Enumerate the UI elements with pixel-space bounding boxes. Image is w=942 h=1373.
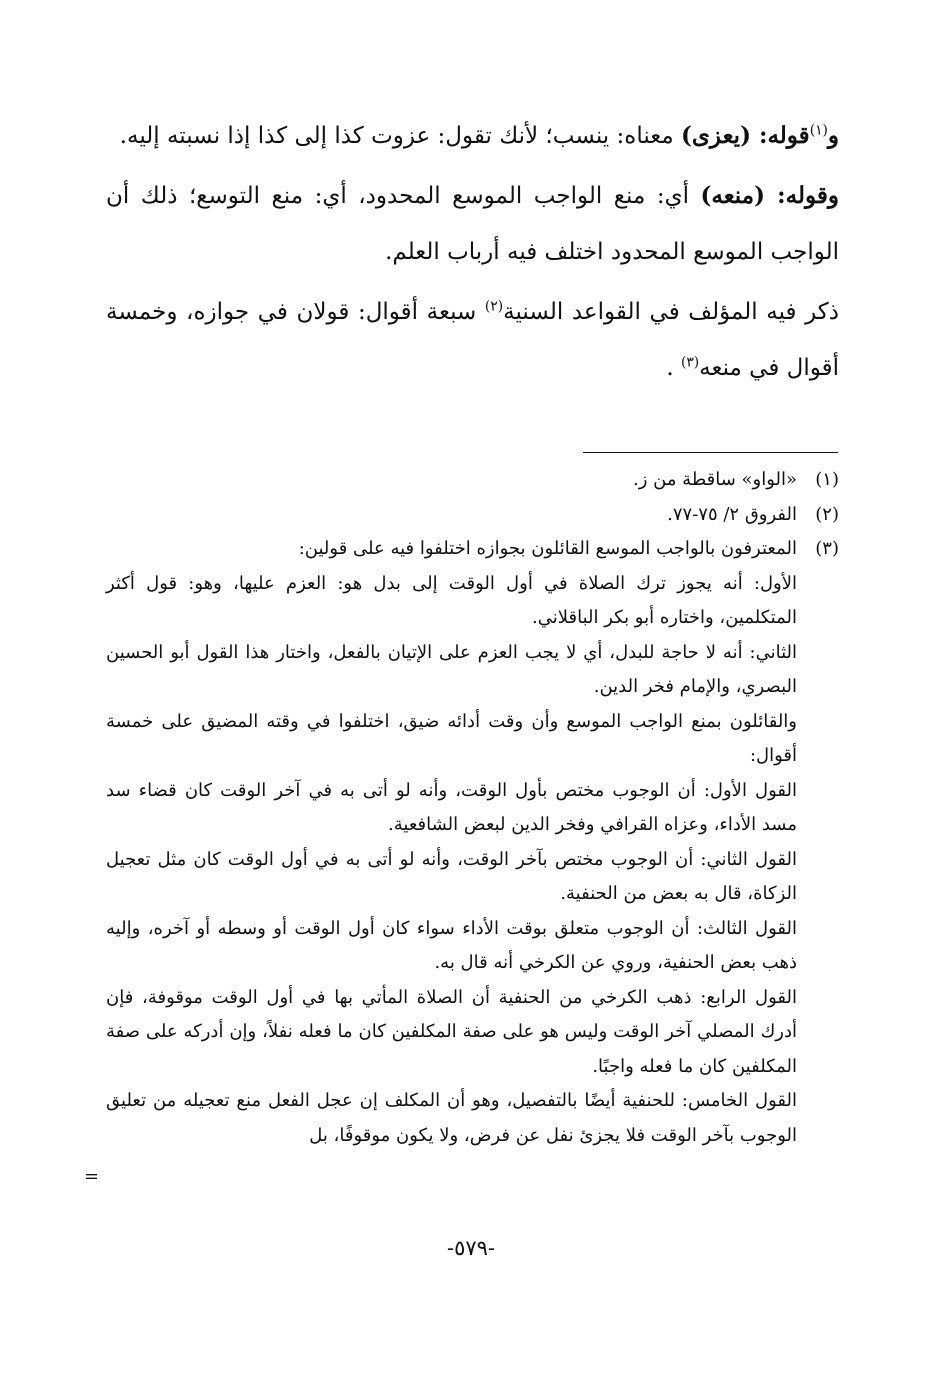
continuation-mark: =: [84, 1166, 100, 1187]
footnote-text: الثاني: أنه لا حاجة للبدل، أي لا يجب العزم على الإتيان بالفعل، واختار هذا القول أبو الحسين البصري، والإمام فخر الدين.: [106, 641, 797, 697]
footnote-text: الفروق ٢/ ٧٥-٧٧.: [667, 503, 797, 525]
paragraph-text: ذكر فيه المؤلف في القواعد السنية: [503, 299, 839, 325]
footnote-ref-1: (١): [809, 122, 828, 139]
paragraph-prefix: و: [827, 122, 839, 149]
paragraph-lead: قوله:: [750, 122, 810, 149]
paragraph-text: سبعة أقوال: قولان في جوازه، وخمسة أقوال في منعه: [106, 299, 839, 381]
footnote-text: القول الثالث: أن الوجوب متعلق بوقت الأداء سواء كان أول الوقت أو وسطه أو آخره، وإليه ذهب بعض الحنفية، وروي عن الكرخي أنه قال به.: [106, 917, 797, 973]
quoted-term: (يعزى): [681, 122, 751, 149]
footnote-text: «الواو» ساقطة من ز.: [632, 469, 797, 490]
footnote-2: [106, 498, 839, 533]
footnote-text: القول الرابع: ذهب الكرخي من الحنفية أن الصلاة المأتي بها في أول الوقت موقوفة، فإن أدرك المصلي آخر الوقت وليس هو على صفة المكلفين كان ما فعله نفلاً، وإن أدركه على صفة المكلفين كان ما فعله واجبًا.: [106, 986, 797, 1077]
page-number: -٥٧٩-: [446, 1236, 496, 1260]
paragraph-1: [106, 108, 839, 164]
paragraph-lead: وقوله:: [764, 182, 839, 209]
footnote-text: القول الثاني: أن الوجوب مختص بآخر الوقت، وأنه لو أتى به في أول الوقت كان مثل تعجيل الزكاة، قال به بعض من الحنفية.: [106, 848, 797, 904]
footnote-text: المعترفون بالواجب الموسع القائلون بجوازه اختلفوا فيه على قولين:: [298, 538, 797, 559]
paragraph-3: [106, 284, 839, 396]
footnote-1: [106, 463, 839, 498]
footnote-body: [106, 498, 797, 533]
paragraph-text: أي: منع الواجب الموسع المحدود، أي: منع التوسع؛ ذلك أن الواجب الموسع المحدود اختلف فيه أرباب العلم.: [106, 183, 839, 265]
footnote-number: (٢): [815, 503, 839, 525]
footnote-ref-2: (٢): [484, 298, 504, 315]
footnote-text: القول الخامس: للحنفية أيضًا بالتفصيل، وهو أن المكلف إن عجل الفعل منع تعجيله من تعليق الوجوب بآخر الوقت فلا يجزئ نفل عن فرض، ولا يكون موقوفًا، بل: [106, 1090, 797, 1146]
paragraph-text: معناه: ينسب؛ لأنك تقول: عزوت كذا إلى كذا إذا نسبته إليه.: [119, 123, 681, 149]
footnote-divider: [583, 452, 838, 453]
footnotes-section: [106, 463, 839, 1153]
footnote-number: (٣): [815, 538, 839, 559]
main-text: [106, 108, 839, 400]
footnote-number: (١): [815, 469, 839, 490]
footnote-text: الأول: أنه يجوز ترك الصلاة في أول الوقت إلى بدل هو: العزم عليها، وهو: قول أكثر المتكلمين، واختاره أبو بكر الباقلاني.: [106, 572, 797, 628]
footnote-text: والقائلون بمنع الواجب الموسع وأن وقت أدائه ضيق، اختلفوا في وقته المضيق على خمسة أقوال:: [106, 710, 797, 766]
footnote-3: [106, 532, 839, 1153]
paragraph-text: .: [666, 355, 681, 381]
footnote-text: القول الأول: أن الوجوب مختص بأول الوقت، وأنه لو أتى به في آخر الوقت كان قضاء سد مسد الأداء، وعزاه القرافي وفخر الدين لبعض الشافعية.: [106, 779, 797, 835]
footnote-ref-3: (٣): [680, 354, 700, 371]
paragraph-2: [106, 168, 839, 280]
footnote-body: [106, 532, 797, 1153]
footnote-body: [106, 463, 797, 498]
quoted-term: (منعه): [700, 182, 765, 209]
